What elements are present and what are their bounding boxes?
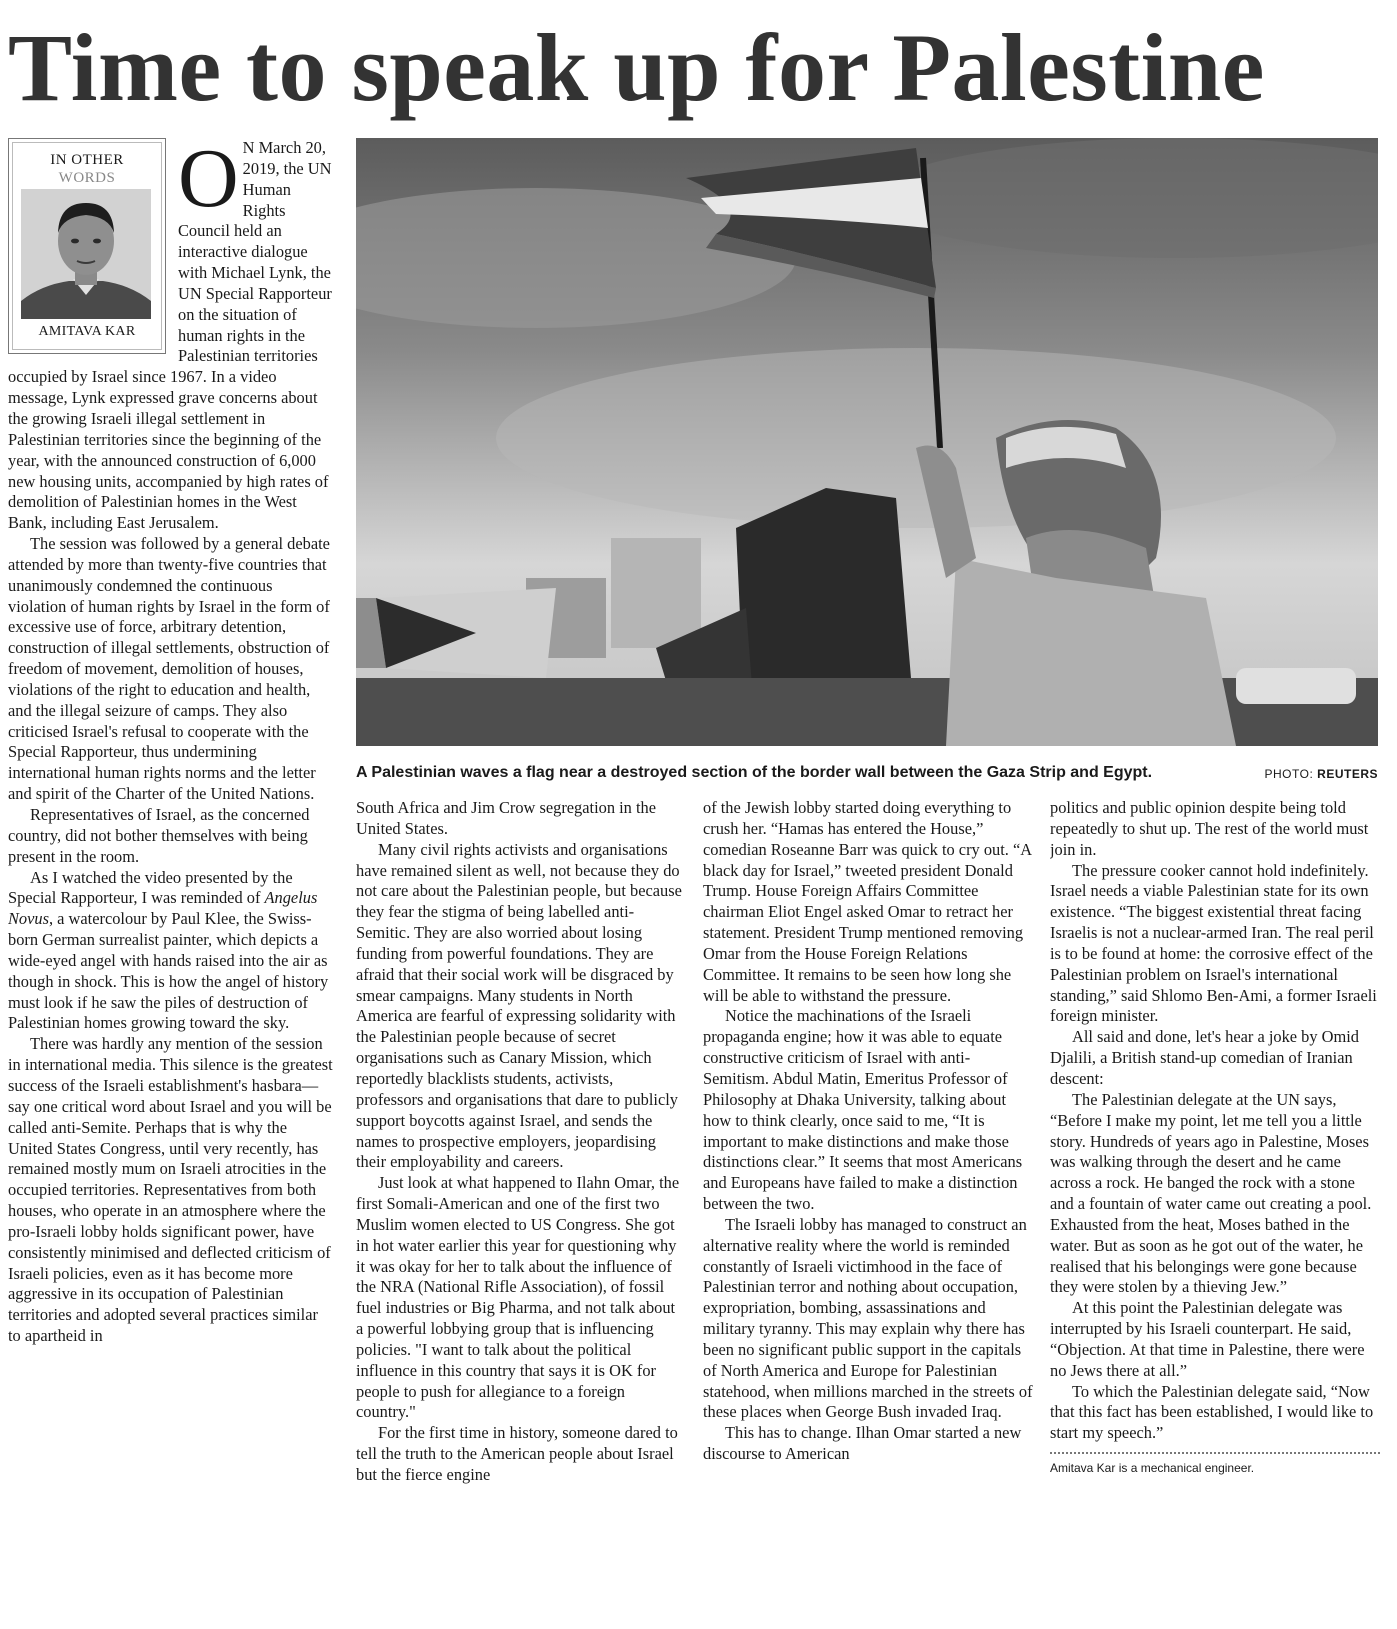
article-column-3 <box>703 798 1033 1628</box>
photo-credit-source: REUTERS <box>1317 767 1378 781</box>
paragraph <box>8 868 334 1035</box>
paragraph: politics and public opinion despite being told repeatedly to shut up. The rest of the world must join in. <box>1050 798 1369 859</box>
paragraph: There was hardly any mention of the session in international media. This silence is the greatest success of the Israeli establishment's hasbara—say one critical word about Israel and you will be called anti-Semite. Perhaps that is why the United States Congress, until very recently, has remained mostly mum on Israeli atrocities in the occupied territories. Representatives from both houses, who operate in an atmosphere where the pro-Israeli lobby holds significant power, have consistently minimised and deflected criticism of Israeli policies, even as it has become more aggressive in its occupation of Palestinian territories and adopted several practices similar to apartheid in <box>8 1034 333 1346</box>
author-name: AMITAVA KAR <box>38 324 136 340</box>
paragraph: of the Jewish lobby started doing everything to crush her. “Hamas has entered the House,” comedian Roseanne Barr was quick to cry out. “A black day for Israel,” tweeted president Donald Trump. House Foreign Affairs Committee chairman Eliot Engel asked Omar to retract her statement. President Trump mentioned removing Omar from the House Foreign Relations Committee. It remains to be seen how long she will be able to withstand the pressure. <box>703 798 1032 1005</box>
paragraph-text: , a watercolour by Paul Klee, the Swiss-born German surrealist painter, which depicts a wide-eyed angel with hands raised into the air as though in shock. This is how the angel of history must look if he saw the piles of destruction of Palestinian homes growing toward the sky. <box>8 909 329 1033</box>
paragraph: The session was followed by a general debate attended by more than twenty-five countries that unanimously condemned the continuous violation of human rights by Israel in the form of excessive use of force, arbitrary detention, construction of illegal settlements, obstruction of freedom of movement, demolition of houses, violations of the right to education and health, and the illegal seizure of camps. They also criticised Israel's refusal to cooperate with the Special Rapporteur, thus undermining international human rights norms and the letter and spirit of the Charter of the United Nations. <box>8 534 330 804</box>
photo-caption <box>356 764 1378 788</box>
paragraph: To which the Palestinian delegate said, “Now that this fact has been established, I would like to start my speech.” <box>1050 1381 1374 1443</box>
caption-text: A Palestinian waves a flag near a destroyed section of the border wall between the Gaza Strip and Egypt. <box>356 764 1153 781</box>
article-column-4 <box>1050 798 1380 1628</box>
author-portrait-image <box>21 189 151 319</box>
paragraph: Just look at what happened to Ilahn Omar, the first Somali-American and one of the first two Muslim women elected to US Congress. She got in hot water earlier this year for questioning why it was okay for her to talk about the influence of the NRA (National Rifle Association), of fossil fuel industries or Big Pharma, and not talk about a powerful lobbying group that is influencing policies. "I want to talk about the political influence in this country that says it is OK for people to push for allegiance to a foreign country." <box>356 1173 680 1422</box>
paragraph: Notice the machinations of the Israeli propaganda engine; how it was able to equate constructive criticism of Israel with anti-Semitism. Abdul Matin, Emeritus Professor of Philosophy at Dhaka University, talking about how to think clearly, once said to me, “It is important to make distinctions and make those distinctions clear.” It seems that most Americans and Europeans have failed to make a distinction between the two. <box>703 1006 1023 1214</box>
paragraph: The Palestinian delegate at the UN says, “Before I make my point, let me tell you a little story. Hundreds of years ago in Palestine, Moses was walking through the desert and he came across a rock. He banged the rock with a stone and a fountain of water came out creating a pool. Exhausted from the heat, Moses bathed in the water. But as soon as he got out of the water, he realised that his belongings were gone because they were stolen by a thieving Jew.” <box>1050 1089 1372 1297</box>
paragraph: Representatives of Israel, as the concerned country, did not bother themselves with being present in the room. <box>8 805 310 866</box>
photo-credit-label: PHOTO: <box>1264 767 1314 781</box>
footer-divider <box>1050 1452 1380 1454</box>
paragraph: Many civil rights activists and organisations have remained silent as well, not because they do not care about the Palestinian people, but because they fear the stigma of being labelled anti-Semitic. They are also worried about losing funding from powerful foundations. They are afraid that their social work will be disgraced by smear campaigns. Many students in North America are fearful of expressing solidarity with the Palestinian people because of secret organisations such as Canary Mission, which reportedly blacklists students, activists, professors and organisations that dare to publicly support boycotts against Israel, and sends the names to prospective employers, jeopardising their employability and careers. <box>356 839 682 1172</box>
paragraph: For the first time in history, someone dared to tell the truth to the American people about Israel but the fierce engine <box>356 1423 678 1484</box>
paragraph-text: N March 20, 2019, the UN Human Rights Council held an interactive dialogue with Michael Lynk, the UN Special Rapporteur on the situation of human rights in the Palestinian territories occupied by Israel since 1967. In a video message, Lynk expressed grave concerns about the growing Israeli illegal settlement in Palestinian territories since the beginning of the year, with the announced construction of 6,000 new housing units, accompanied by high rates of demolition of Palestinian homes in the West Bank, including East Jerusalem. <box>8 138 332 533</box>
paragraph: This has to change. Ilhan Omar started a new discourse to American <box>703 1423 1022 1464</box>
article-column-1 <box>8 138 334 1628</box>
drop-cap: O <box>178 138 239 225</box>
paragraph: At this point the Palestinian delegate was interrupted by his Israeli counterpart. He said, “Objection. At that time in Palestine, there were no Jews there at all.” <box>1050 1298 1365 1380</box>
paragraph-text: As I watched the video presented by the Special Rapporteur, I was reminded of <box>8 867 293 908</box>
article-column-2 <box>356 798 682 1628</box>
author-photo <box>21 189 151 319</box>
author-note: Amitava Kar is a mechanical engineer. <box>1050 1461 1255 1476</box>
paragraph: South Africa and Jim Crow segregation in the United States. <box>356 798 656 838</box>
photo-credit <box>1265 767 1378 781</box>
paragraph: All said and done, let's hear a joke by Omid Djalili, a British stand-up comedian of Iranian descent: <box>1050 1027 1359 1088</box>
headline: Time to speak up for Palestine <box>8 14 1265 121</box>
photo-scene <box>356 138 1378 746</box>
artwork-title: Angelus Novus <box>8 888 318 929</box>
news-photo <box>356 138 1378 746</box>
column-label-line2: WORDS <box>58 170 116 186</box>
column-label-line1: IN OTHER <box>50 152 124 168</box>
columnist-box <box>8 138 166 354</box>
paragraph: The pressure cooker cannot hold indefinitely. Israel needs a viable Palestinian state for its own existence. “The biggest existential threat facing Israelis is not a nuclear-armed Iran. The real peril is to be found at home: the corrosive effect of the Palestinian problem on Israel's international standing,” said Shlomo Ben-Ami, a former Israeli foreign minister. <box>1050 860 1377 1026</box>
paragraph: The Israeli lobby has managed to construct an alternative reality where the world is reminded constantly of Israeli victimhood in the face of Palestinian terror and nothing about occupation, expropriation, bombing, assassinations and military tyranny. This may explain why there has been no significant public support in the capitals of North America and Europe for Palestinian statehood, when millions marched in the streets of these places when George Bush invaded Iraq. <box>703 1214 1033 1422</box>
